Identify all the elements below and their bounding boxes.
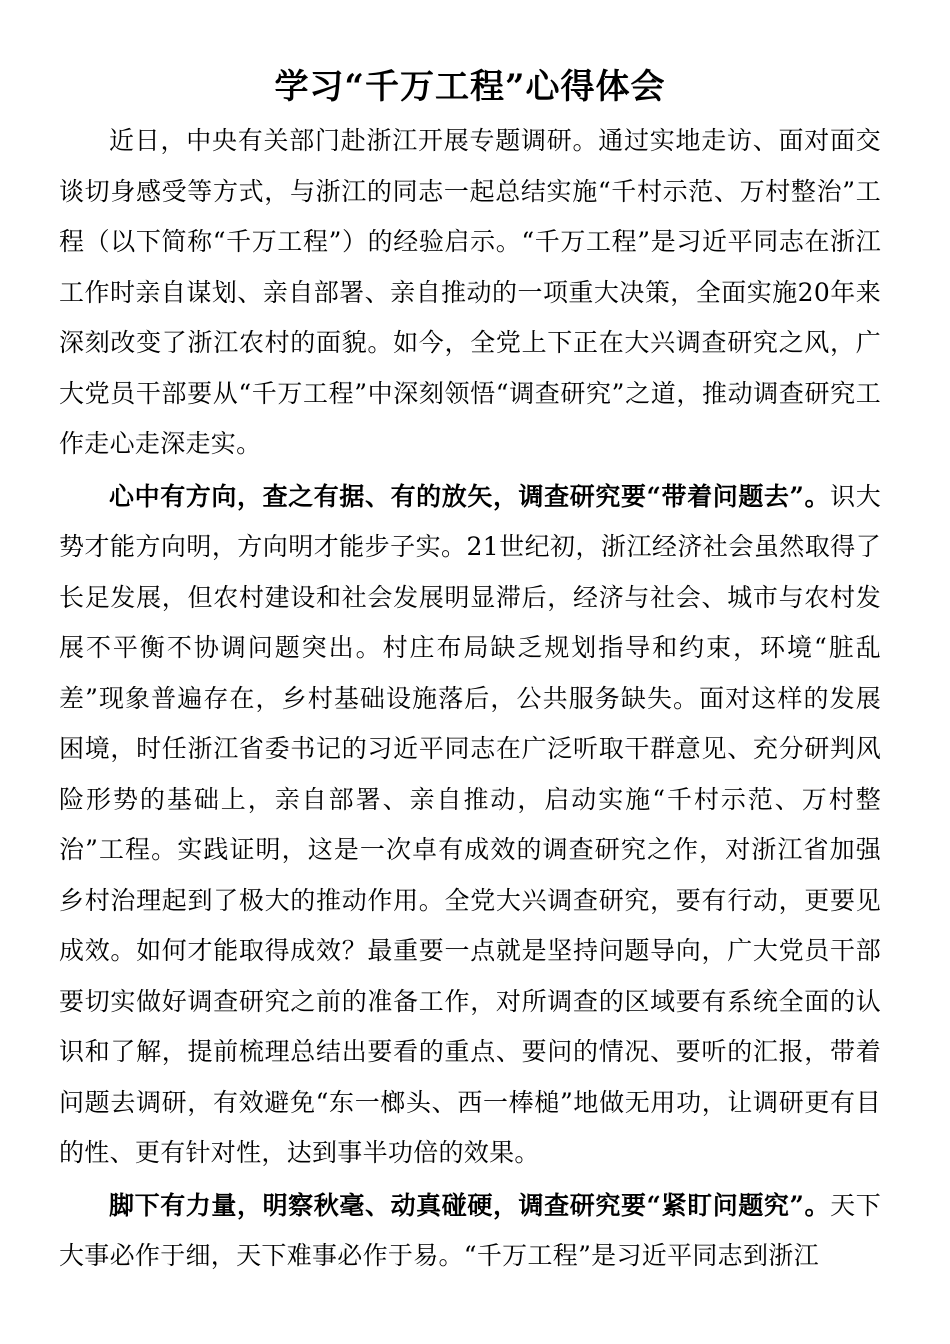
- paragraph-strength-heading: 脚下有力量，明察秋毫、动真碰硬，调查研究要“紧盯问题究”。: [109, 1190, 831, 1220]
- paragraph-direction: [59, 472, 881, 1179]
- paragraph-intro-text: 近日，中央有关部门赴浙江开展专题调研。通过实地走访、面对面交谈切身感受等方式，与浙江的同志一起总结实施“千村示范、万村整治”工程（以下简称“千万工程”）的经验启示。“千万工程”是习近平同志在浙江工作时亲自谋划、亲自部署、亲自推动的一项重大决策，全面实施20年来深刻改变了浙江农村的面貌。如今，全党上下正在大兴调查研究之风，广大党员干部要从“千万工程”中深刻领悟“调查研究”之道，推动调查研究工作走心走深走实。: [59, 126, 881, 458]
- document-title: 学习“千万工程”心得体会: [274, 67, 666, 107]
- paragraph-strength-text: 天下大事必作于细，天下难事必作于易。“千万工程”是习近平同志到浙江: [59, 1190, 881, 1270]
- paragraph-direction-text: 识大势才能方向明，方向明才能步子实。21世纪初，浙江经济社会虽然取得了长足发展，但农村建设和社会发展明显滞后，经济与社会、城市与农村发展不平衡不协调问题突出。村庄布局缺乏规划指导和约束，环境“脏乱差”现象普遍存在，乡村基础设施落后，公共服务缺失。面对这样的发展困境，时任浙江省委书记的习近平同志在广泛听取干群意见、充分研判风险形势的基础上，亲自部署、亲自推动，启动实施“千村示范、万村整治”工程。实践证明，这是一次卓有成效的调查研究之作，对浙江省加强乡村治理起到了极大的推动作用。全党大兴调查研究，要有行动，更要见成效。如何才能取得成效？最重要一点就是坚持问题导向，广大党员干部要切实做好调查研究之前的准备工作，对所调查的区域要有系统全面的认识和了解，提前梳理总结出要看的重点、要问的情况、要听的汇报，带着问题去调研，有效避免“东一榔头、西一棒槌”地做无用功，让调研更有目的性、更有针对性，达到事半功倍的效果。: [59, 481, 881, 1167]
- document-page: [59, 58, 881, 1284]
- paragraph-direction-heading: 心中有方向，查之有据、有的放矢，调查研究要“带着问题去”。: [109, 481, 831, 511]
- paragraph-intro: [59, 116, 881, 470]
- paragraph-strength: [59, 1181, 881, 1282]
